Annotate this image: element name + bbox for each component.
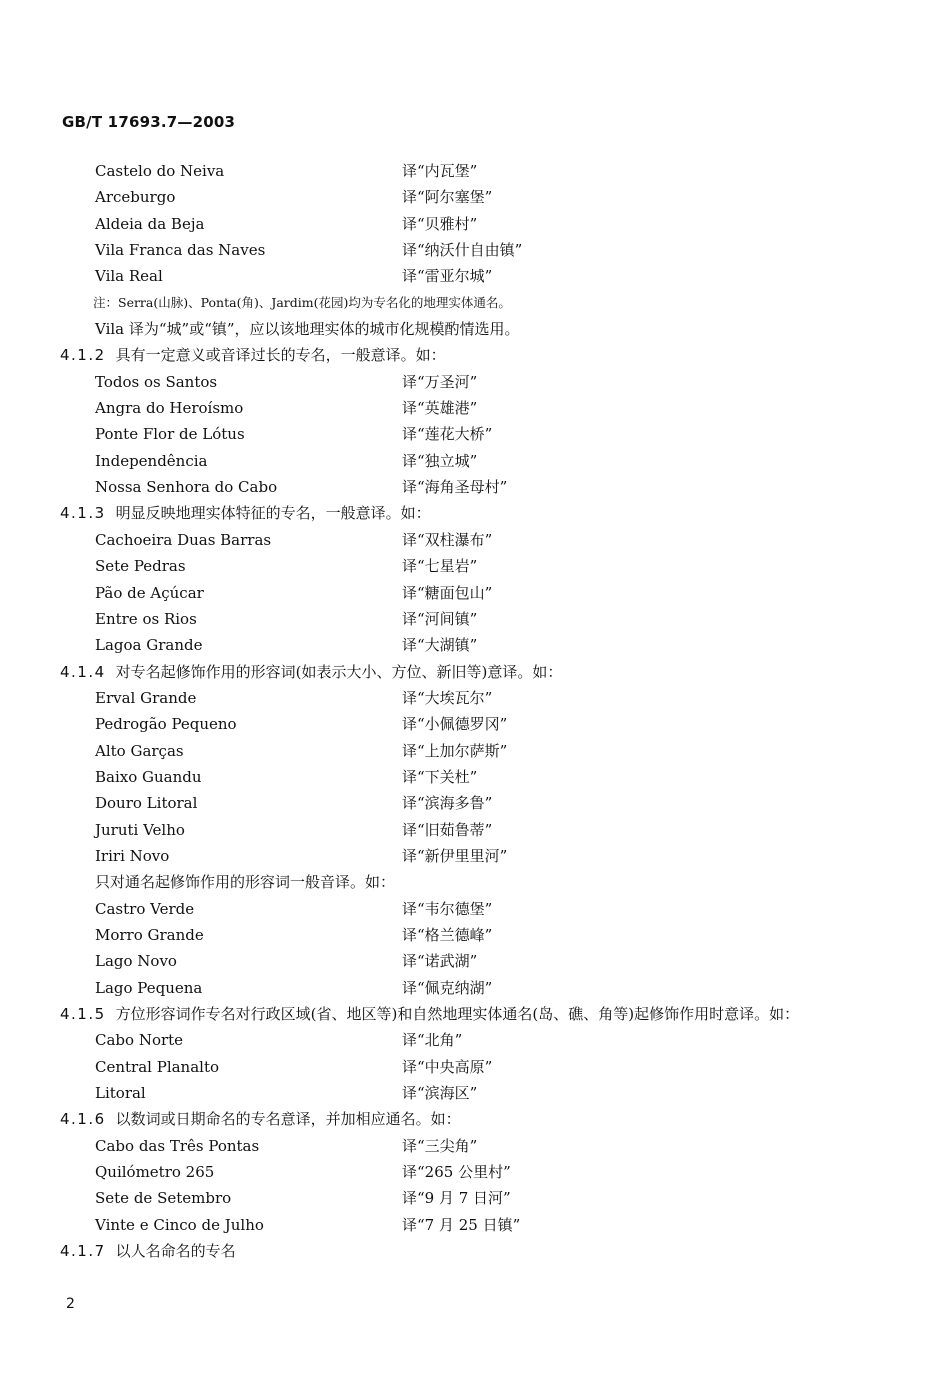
place-name-original: Vila Franca das Naves bbox=[95, 241, 266, 260]
place-name-translation: 译“海角圣母村” bbox=[402, 478, 508, 497]
place-name-original: Cabo Norte bbox=[95, 1031, 184, 1050]
place-name-translation: 译“贝雅村” bbox=[402, 214, 478, 233]
place-name-original: Ponte Flor de Lótus bbox=[95, 425, 245, 444]
example-row bbox=[0, 1080, 950, 1106]
place-name-translation: 译“佩克纳湖” bbox=[402, 978, 493, 997]
section-number: 4.1.3 bbox=[60, 504, 106, 523]
place-name-translation: 译“265 公里村” bbox=[402, 1163, 511, 1182]
place-name-original: Arceburgo bbox=[95, 188, 176, 207]
section-4-1-2 bbox=[0, 342, 950, 368]
place-name-original: Castelo do Neiva bbox=[95, 162, 225, 180]
place-name-original: Baixo Guandu bbox=[95, 767, 202, 786]
example-row bbox=[0, 184, 950, 210]
example-row bbox=[0, 263, 950, 289]
place-name-original: Sete de Setembro bbox=[95, 1189, 232, 1208]
example-row bbox=[0, 817, 950, 843]
section-4-1-5 bbox=[0, 1001, 950, 1027]
place-name-translation: 译“7 月 25 日镇” bbox=[402, 1215, 521, 1234]
place-name-original: Cachoeira Duas Barras bbox=[95, 530, 272, 549]
place-name-translation: 译“滨海区” bbox=[402, 1084, 478, 1103]
section-number: 4.1.5 bbox=[60, 1005, 106, 1023]
example-row bbox=[0, 211, 950, 237]
place-name-translation: 译“滨海多鲁” bbox=[402, 794, 493, 813]
place-name-original: Vila Real bbox=[95, 267, 163, 286]
section-4-1-4 bbox=[0, 659, 950, 685]
place-name-translation: 译“三尖角” bbox=[402, 1136, 478, 1155]
section-text: 对专名起修饰作用的形容词(如表示大小、方位、新旧等)意译。如： bbox=[115, 662, 563, 681]
example-row bbox=[0, 711, 950, 737]
page-content bbox=[0, 158, 950, 1264]
example-row bbox=[0, 448, 950, 474]
example-row bbox=[0, 580, 950, 606]
place-name-original: Castro Verde bbox=[95, 899, 195, 918]
section-number: 4.1.4 bbox=[60, 662, 106, 681]
example-row bbox=[0, 1159, 950, 1185]
section-text: 具有一定意义或音译过长的专名，一般意译。如： bbox=[115, 346, 446, 365]
place-name-translation: 译“北角” bbox=[402, 1031, 463, 1050]
place-name-translation: 译“上加尔萨斯” bbox=[402, 741, 508, 760]
place-name-original: Vinte e Cinco de Julho bbox=[95, 1215, 264, 1234]
standard-code: GB/T 17693.7—2003 bbox=[62, 113, 236, 131]
example-row bbox=[0, 948, 950, 974]
example-row bbox=[0, 606, 950, 632]
section-number: 4.1.6 bbox=[60, 1110, 106, 1129]
example-row bbox=[0, 474, 950, 500]
place-name-original: Quilómetro 265 bbox=[95, 1163, 215, 1182]
place-name-translation: 译“大湖镇” bbox=[402, 636, 478, 655]
example-list-414 bbox=[0, 685, 950, 869]
place-name-translation: 译“七星岩” bbox=[402, 557, 478, 576]
place-name-original: Morro Grande bbox=[95, 925, 204, 944]
example-row bbox=[0, 764, 950, 790]
example-row bbox=[0, 1054, 950, 1080]
place-name-original: Cabo das Três Pontas bbox=[95, 1136, 260, 1155]
example-row bbox=[0, 896, 950, 922]
example-list-412 bbox=[0, 369, 950, 501]
example-row bbox=[0, 975, 950, 1001]
example-row bbox=[0, 738, 950, 764]
place-name-original: Independência bbox=[95, 451, 208, 470]
example-list-415 bbox=[0, 1027, 950, 1106]
place-name-translation: 译“万圣河” bbox=[402, 372, 478, 391]
place-name-original: Angra do Heroísmo bbox=[95, 399, 244, 418]
place-name-translation: 译“双柱瀑布” bbox=[402, 530, 493, 549]
note: 注：Serra(山脉)、Ponta(角)、Jardim(花园)均为专名化的地理实体通名。 bbox=[93, 294, 511, 310]
example-row bbox=[0, 421, 950, 447]
example-row bbox=[0, 369, 950, 395]
section-text: 明显反映地理实体特征的专名，一般意译。如： bbox=[115, 504, 431, 523]
place-name-original: Central Planalto bbox=[95, 1057, 220, 1076]
place-name-original: Nossa Senhora do Cabo bbox=[95, 478, 278, 497]
place-name-translation: 译“莲花大桥” bbox=[402, 425, 493, 444]
place-name-translation: 译“河间镇” bbox=[402, 609, 478, 628]
section-text: 以数词或日期命名的专名意译，并加相应通名。如： bbox=[115, 1110, 461, 1129]
section-4-1-7 bbox=[0, 1238, 950, 1264]
place-name-translation: 译“糖面包山” bbox=[402, 583, 493, 602]
place-name-translation: 译“格兰德峰” bbox=[402, 925, 493, 944]
example-row bbox=[0, 1185, 950, 1211]
place-name-original: Juruti Velho bbox=[95, 820, 185, 839]
place-name-original: Iriri Novo bbox=[95, 846, 170, 865]
example-list-413 bbox=[0, 527, 950, 659]
place-name-translation: 译“雷亚尔城” bbox=[402, 267, 493, 286]
example-row bbox=[0, 922, 950, 948]
place-name-original: Douro Litoral bbox=[95, 794, 198, 813]
section-text: 方位形容词作专名对行政区域(省、地区等)和自然地理实体通名(岛、礁、角等)起修饰作用时意译。如： bbox=[115, 1005, 800, 1023]
place-name-translation: 译“中央高原” bbox=[402, 1057, 493, 1076]
example-list-414b bbox=[0, 896, 950, 1001]
place-name-translation: 译“下关杜” bbox=[402, 767, 478, 786]
place-name-original: Sete Pedras bbox=[95, 557, 186, 576]
place-name-original: Pão de Açúcar bbox=[95, 583, 204, 602]
place-name-translation: 译“旧茹鲁蒂” bbox=[402, 820, 493, 839]
example-row bbox=[0, 553, 950, 579]
place-name-original: Pedrogão Pequeno bbox=[95, 715, 237, 734]
example-row bbox=[0, 158, 950, 184]
place-name-translation: 译“新伊里里河” bbox=[402, 846, 508, 865]
section-number: 4.1.2 bbox=[60, 346, 106, 365]
place-name-original: Erval Grande bbox=[95, 688, 197, 707]
place-name-translation: 译“独立城” bbox=[402, 451, 478, 470]
place-name-original: Lago Novo bbox=[95, 952, 177, 971]
place-name-original: Todos os Santos bbox=[95, 372, 218, 391]
example-list-416 bbox=[0, 1133, 950, 1238]
place-name-original: Entre os Rios bbox=[95, 609, 197, 628]
section-text: 以人名命名的专名 bbox=[115, 1242, 236, 1261]
example-row bbox=[0, 527, 950, 553]
example-row bbox=[0, 685, 950, 711]
place-name-translation: 译“韦尔德堡” bbox=[402, 899, 493, 918]
section-4-1-3 bbox=[0, 500, 950, 526]
example-row bbox=[0, 1212, 950, 1238]
example-row bbox=[0, 632, 950, 658]
place-name-translation: 译“阿尔塞堡” bbox=[402, 188, 493, 207]
place-name-original: Litoral bbox=[95, 1084, 146, 1103]
place-name-original: Lagoa Grande bbox=[95, 636, 203, 655]
example-list-group0 bbox=[0, 158, 950, 290]
place-name-original: Alto Garças bbox=[95, 741, 184, 760]
example-row bbox=[0, 1027, 950, 1053]
place-name-translation: 译“纳沃什自由镇” bbox=[402, 241, 523, 260]
section-number: 4.1.7 bbox=[60, 1242, 106, 1261]
paragraph-vila: Vila 译为“城”或“镇”，应以该地理实体的城市化规模酌情选用。 bbox=[95, 320, 520, 339]
section-4-1-6 bbox=[0, 1106, 950, 1132]
example-row bbox=[0, 790, 950, 816]
place-name-original: Aldeia da Beja bbox=[95, 214, 205, 233]
place-name-translation: 译“英雄港” bbox=[402, 399, 478, 418]
paragraph-adjective: 只对通名起修饰作用的形容词一般音译。如： bbox=[95, 873, 396, 892]
place-name-translation: 译“内瓦堡” bbox=[402, 162, 478, 180]
example-row bbox=[0, 843, 950, 869]
place-name-translation: 译“小佩德罗冈” bbox=[402, 715, 508, 734]
place-name-translation: 译“大埃瓦尔” bbox=[402, 688, 493, 707]
example-row bbox=[0, 1133, 950, 1159]
place-name-translation: 译“9 月 7 日河” bbox=[402, 1189, 511, 1208]
place-name-original: Lago Pequena bbox=[95, 978, 203, 997]
example-row bbox=[0, 237, 950, 263]
example-row bbox=[0, 395, 950, 421]
page-number: 2 bbox=[66, 1296, 75, 1312]
place-name-translation: 译“诺武湖” bbox=[402, 952, 478, 971]
